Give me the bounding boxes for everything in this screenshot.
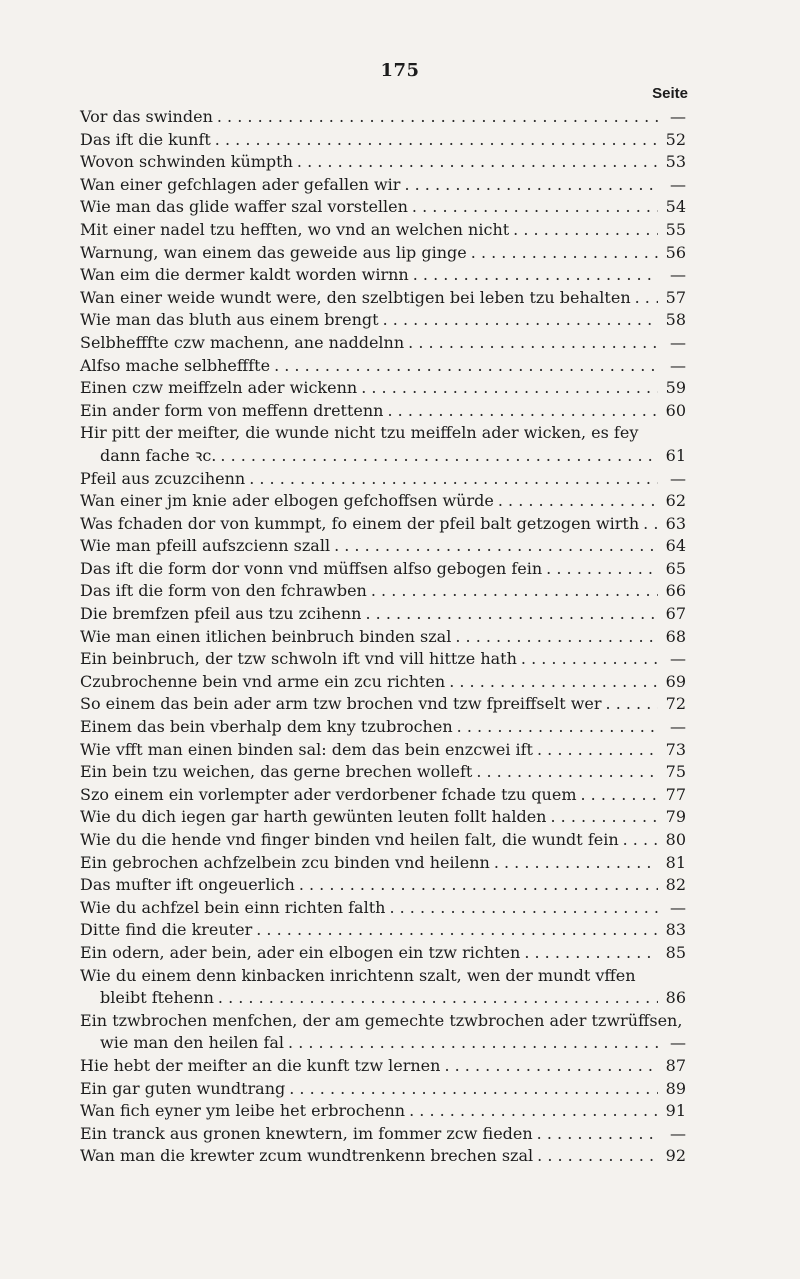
toc-leader-dots xyxy=(533,1123,658,1146)
toc-entry-page: — xyxy=(670,332,686,352)
toc-entry xyxy=(80,468,686,491)
toc-entry-title: Selbhefffte czw machenn, ane naddelnn xyxy=(80,332,405,352)
toc-entry-title: Was fchaden dor von kummpt, fo einem der pfeil balt getzogen wirth xyxy=(80,513,640,533)
toc-leader-dots xyxy=(602,693,658,716)
toc-entry-title: Ein gebrochen achfzelbein zcu binden vnd heilenn xyxy=(80,852,490,872)
toc-entry xyxy=(80,806,686,829)
toc-entry xyxy=(80,1145,686,1168)
toc-entry-page: 77 xyxy=(665,784,686,804)
toc-entry-page: 59 xyxy=(665,378,686,398)
toc-entry xyxy=(80,1010,686,1033)
toc-entry-page: 85 xyxy=(665,942,686,962)
toc-entry-page: — xyxy=(670,897,686,917)
toc-entry xyxy=(80,1055,686,1078)
toc-leader-dots xyxy=(270,355,658,378)
toc-leader-dots xyxy=(405,1100,658,1123)
toc-entry-page: 68 xyxy=(665,626,686,646)
toc-entry xyxy=(80,1078,686,1101)
toc-entry xyxy=(80,716,686,739)
toc-entry-page: — xyxy=(670,649,686,669)
toc-entry-title: Die bremfzen pfeil aus tzu zcihenn xyxy=(80,604,362,624)
toc-entry xyxy=(80,626,686,649)
toc-leader-dots xyxy=(440,1055,658,1078)
toc-entry-page: 55 xyxy=(665,219,686,239)
toc-entry-title: Das ift die form dor vonn vnd müffsen alfso gebogen fein xyxy=(80,558,543,578)
toc-entry-title: Wie du achfzel bein einn richten falth xyxy=(80,897,386,917)
toc-entry xyxy=(80,603,686,626)
toc-entry-title: So einem das bein ader arm tzw brochen vnd tzw fpreiffselt wer xyxy=(80,694,602,714)
toc-entry-title: Ein gar guten wundtrang xyxy=(80,1078,286,1098)
toc-entry xyxy=(80,242,686,265)
toc-leader-dots xyxy=(211,129,658,152)
toc-entry-title: Ein tranck aus gronen knewtern, im fommer zcw fieden xyxy=(80,1123,533,1143)
toc-entry xyxy=(80,422,686,445)
toc-entry-title: Mit einer nadel tzu hefften, wo vnd an welchen nicht xyxy=(80,219,510,239)
toc-entry-page: 62 xyxy=(665,491,686,511)
toc-entry-page: 80 xyxy=(665,830,686,849)
toc-entry-page: 87 xyxy=(665,1055,686,1075)
toc-entry-page: 57 xyxy=(665,287,686,307)
toc-leader-dots xyxy=(453,716,658,739)
toc-leader-dots xyxy=(517,648,658,671)
toc-leader-dots xyxy=(357,377,658,400)
toc-leader-dots xyxy=(472,761,658,784)
toc-entry-title: Ein odern, ader bein, ader ein elbogen ein tzw richten xyxy=(80,942,521,962)
toc-entry xyxy=(80,829,686,852)
toc-entry-title: Alfso mache selbhefffte xyxy=(80,355,271,375)
toc-entry-page: — xyxy=(670,174,686,194)
toc-leader-dots xyxy=(379,309,658,332)
table-of-contents xyxy=(80,106,686,1168)
page-number: 175 xyxy=(380,60,420,81)
toc-leader-dots xyxy=(409,264,658,287)
toc-entry-page: — xyxy=(670,1033,686,1053)
toc-entry xyxy=(80,151,686,174)
toc-leader-dots xyxy=(467,242,658,265)
toc-entry xyxy=(80,919,686,942)
toc-entry-title: Wan fich eyner ym leibe het erbrochenn xyxy=(80,1101,406,1121)
toc-entry xyxy=(80,196,686,219)
toc-entry-title: Wan einer gefchlagen ader gefallen wir xyxy=(80,174,401,194)
toc-entry-page: 56 xyxy=(665,242,686,262)
toc-leader-dots xyxy=(293,151,658,174)
toc-entry-page: 53 xyxy=(665,152,686,172)
toc-entry-title: bleibt ftehenn xyxy=(100,988,214,1008)
toc-entry xyxy=(80,287,686,310)
toc-entry xyxy=(80,535,686,558)
toc-entry xyxy=(80,852,686,875)
toc-entry-page: 79 xyxy=(665,807,686,827)
toc-leader-dots xyxy=(631,287,658,310)
toc-entry-page: 65 xyxy=(665,558,686,578)
toc-entry-title: Warnung, wan einem das geweide aus lip ginge xyxy=(80,242,467,262)
toc-entry-title: Ein bein tzu weichen, das gerne brechen wolleft xyxy=(80,762,473,782)
toc-entry-title: Ditte find die kreuter xyxy=(80,920,253,940)
toc-leader-dots xyxy=(445,671,658,694)
toc-entry-title: Einem das bein vberhalp dem kny tzubrochen xyxy=(80,717,453,737)
toc-entry-page: 92 xyxy=(665,1146,686,1166)
toc-entry-title: Wie man das bluth aus einem brengt xyxy=(80,310,379,330)
toc-entry xyxy=(80,129,686,152)
toc-leader-dots xyxy=(213,106,658,129)
toc-leader-dots xyxy=(367,580,658,603)
toc-entry xyxy=(80,874,686,897)
toc-entry-page: 66 xyxy=(665,581,686,601)
toc-entry-title: Einen czw meiffzeln ader wickenn xyxy=(80,378,358,398)
toc-entry-title: Das ift die kunft xyxy=(80,129,211,149)
toc-entry xyxy=(80,264,686,287)
toc-entry-title: Wan einer weide wundt were, den szelbtigen bei leben tzu behalten xyxy=(80,287,631,307)
toc-entry xyxy=(80,1100,686,1123)
toc-entry-page: 63 xyxy=(665,513,686,533)
toc-entry-page: 72 xyxy=(665,694,686,714)
toc-entry xyxy=(80,671,686,694)
toc-entry-title: Wan einer jm knie ader elbogen gefchoffsen würde xyxy=(80,491,494,511)
toc-entry xyxy=(80,739,686,762)
toc-leader-dots xyxy=(214,987,658,1010)
toc-entry-title: Wie vfft man einen binden sal: dem das bein enzcwei ift xyxy=(80,739,533,759)
toc-leader-dots xyxy=(385,897,658,920)
toc-leader-dots xyxy=(619,829,658,852)
toc-leader-dots xyxy=(490,852,658,875)
toc-leader-dots xyxy=(546,806,658,829)
toc-entry-title: Vor das swinden xyxy=(80,107,213,126)
toc-leader-dots xyxy=(451,626,658,649)
toc-leader-dots xyxy=(330,535,658,558)
toc-entry-page: 64 xyxy=(665,536,686,556)
toc-entry-title: Czubrochenne bein vnd arme ein zcu richten xyxy=(80,671,446,691)
toc-entry-title: Ein tzwbrochen menfchen, der am gemechte tzwbrochen ader tzwrüffsen, xyxy=(80,1010,683,1030)
toc-leader-dots xyxy=(285,1078,658,1101)
toc-entry xyxy=(80,400,686,423)
toc-entry-page: 81 xyxy=(665,852,686,872)
toc-entry xyxy=(80,309,686,332)
toc-entry-page: 69 xyxy=(665,671,686,691)
toc-entry-title: Wie man das glide waffer szal vorstellen xyxy=(80,197,408,217)
toc-entry xyxy=(80,513,686,536)
toc-entry xyxy=(80,558,686,581)
toc-leader-dots xyxy=(245,468,658,491)
toc-leader-dots xyxy=(520,942,658,965)
toc-leader-dots xyxy=(284,1032,658,1055)
toc-entry-title: Wie du die hende vnd finger binden vnd heilen falt, die wundt fein xyxy=(80,830,619,849)
toc-entry xyxy=(80,784,686,807)
toc-entry xyxy=(80,1123,686,1146)
toc-entry xyxy=(80,174,686,197)
toc-entry-page: 60 xyxy=(665,400,686,420)
toc-entry xyxy=(80,987,686,1010)
toc-leader-dots xyxy=(533,739,658,762)
toc-leader-dots xyxy=(404,332,658,355)
toc-entry-title: Hie hebt der meifter an die kunft tzw lernen xyxy=(80,1055,441,1075)
toc-entry-title: Wan eim die dermer kaldt worden wirnn xyxy=(80,265,409,285)
toc-entry-title: Das mufter ift ongeuerlich xyxy=(80,875,295,895)
toc-entry-title: Ein beinbruch, der tzw schwoln ift vnd vill hittze hath xyxy=(80,649,517,669)
toc-entry xyxy=(80,106,686,129)
toc-entry xyxy=(80,1032,686,1055)
toc-entry-title: dann fache ꝛc. xyxy=(100,445,217,465)
toc-entry-page: 75 xyxy=(665,762,686,782)
toc-entry xyxy=(80,445,686,468)
toc-entry xyxy=(80,693,686,716)
toc-leader-dots xyxy=(400,174,658,197)
toc-entry-title: Szo einem ein vorlempter ader verdorbener fchade tzu quem xyxy=(80,784,577,804)
toc-entry xyxy=(80,490,686,513)
toc-entry-page: — xyxy=(670,265,686,285)
toc-leader-dots xyxy=(542,558,658,581)
toc-leader-dots xyxy=(494,490,658,513)
page-column-header: Seite xyxy=(652,85,688,102)
toc-entry xyxy=(80,897,686,920)
toc-entry xyxy=(80,219,686,242)
toc-entry xyxy=(80,648,686,671)
toc-entry-page: 61 xyxy=(665,445,686,465)
toc-entry-page: — xyxy=(670,468,686,488)
toc-entry-page: 86 xyxy=(665,988,686,1008)
toc-leader-dots xyxy=(577,784,659,807)
toc-entry-title: Ein ander form von meffenn drettenn xyxy=(80,400,384,420)
toc-entry-title: Wie man einen itlichen beinbruch binden szal xyxy=(80,626,452,646)
toc-entry-title: Das ift die form von den fchrawben xyxy=(80,581,367,601)
toc-leader-dots xyxy=(216,445,658,468)
toc-entry-page: 58 xyxy=(665,310,686,330)
toc-entry-page: 73 xyxy=(665,739,686,759)
toc-entry-page: 83 xyxy=(665,920,686,940)
toc-entry xyxy=(80,377,686,400)
toc-entry-title: Hir pitt der meifter, die wunde nicht tzu meiffeln ader wicken, es fey xyxy=(80,423,639,443)
toc-leader-dots xyxy=(361,603,658,626)
toc-entry xyxy=(80,761,686,784)
toc-leader-dots xyxy=(533,1145,658,1168)
toc-entry-page: 52 xyxy=(665,129,686,149)
toc-leader-dots xyxy=(408,196,658,219)
toc-entry-page: — xyxy=(670,107,686,126)
toc-entry xyxy=(80,580,686,603)
toc-entry-page: 67 xyxy=(665,604,686,624)
toc-entry-title: Wie man pfeill aufszcienn szall xyxy=(80,536,331,556)
toc-leader-dots xyxy=(295,874,658,897)
toc-entry-title: Wie du einem denn kinbacken inrichtenn szalt, wen der mundt vffen xyxy=(80,965,636,985)
toc-entry xyxy=(80,965,686,988)
toc-leader-dots xyxy=(252,919,658,942)
toc-entry xyxy=(80,355,686,378)
toc-entry-title: Wie du dich iegen gar harth gewünten leuten follt halden xyxy=(80,807,547,827)
toc-entry-title: Pfeil aus zcuzcihenn xyxy=(80,468,246,488)
toc-entry xyxy=(80,332,686,355)
toc-leader-dots xyxy=(509,219,658,242)
toc-leader-dots xyxy=(383,400,658,423)
toc-leader-dots xyxy=(639,513,658,536)
toc-entry-page: — xyxy=(670,1123,686,1143)
toc-entry-page: 82 xyxy=(665,875,686,895)
toc-entry xyxy=(80,942,686,965)
toc-entry-page: — xyxy=(670,355,686,375)
toc-entry-page: 91 xyxy=(665,1101,686,1121)
toc-entry-page: — xyxy=(670,717,686,737)
toc-entry-page: 54 xyxy=(665,197,686,217)
toc-entry-title: Wovon schwinden kümpth xyxy=(80,152,293,172)
toc-entry-title: Wan man die krewter zcum wundtrenkenn brechen szal xyxy=(80,1146,534,1166)
toc-entry-page: 89 xyxy=(665,1078,686,1098)
toc-entry-title: wie man den heilen fal xyxy=(100,1033,285,1053)
